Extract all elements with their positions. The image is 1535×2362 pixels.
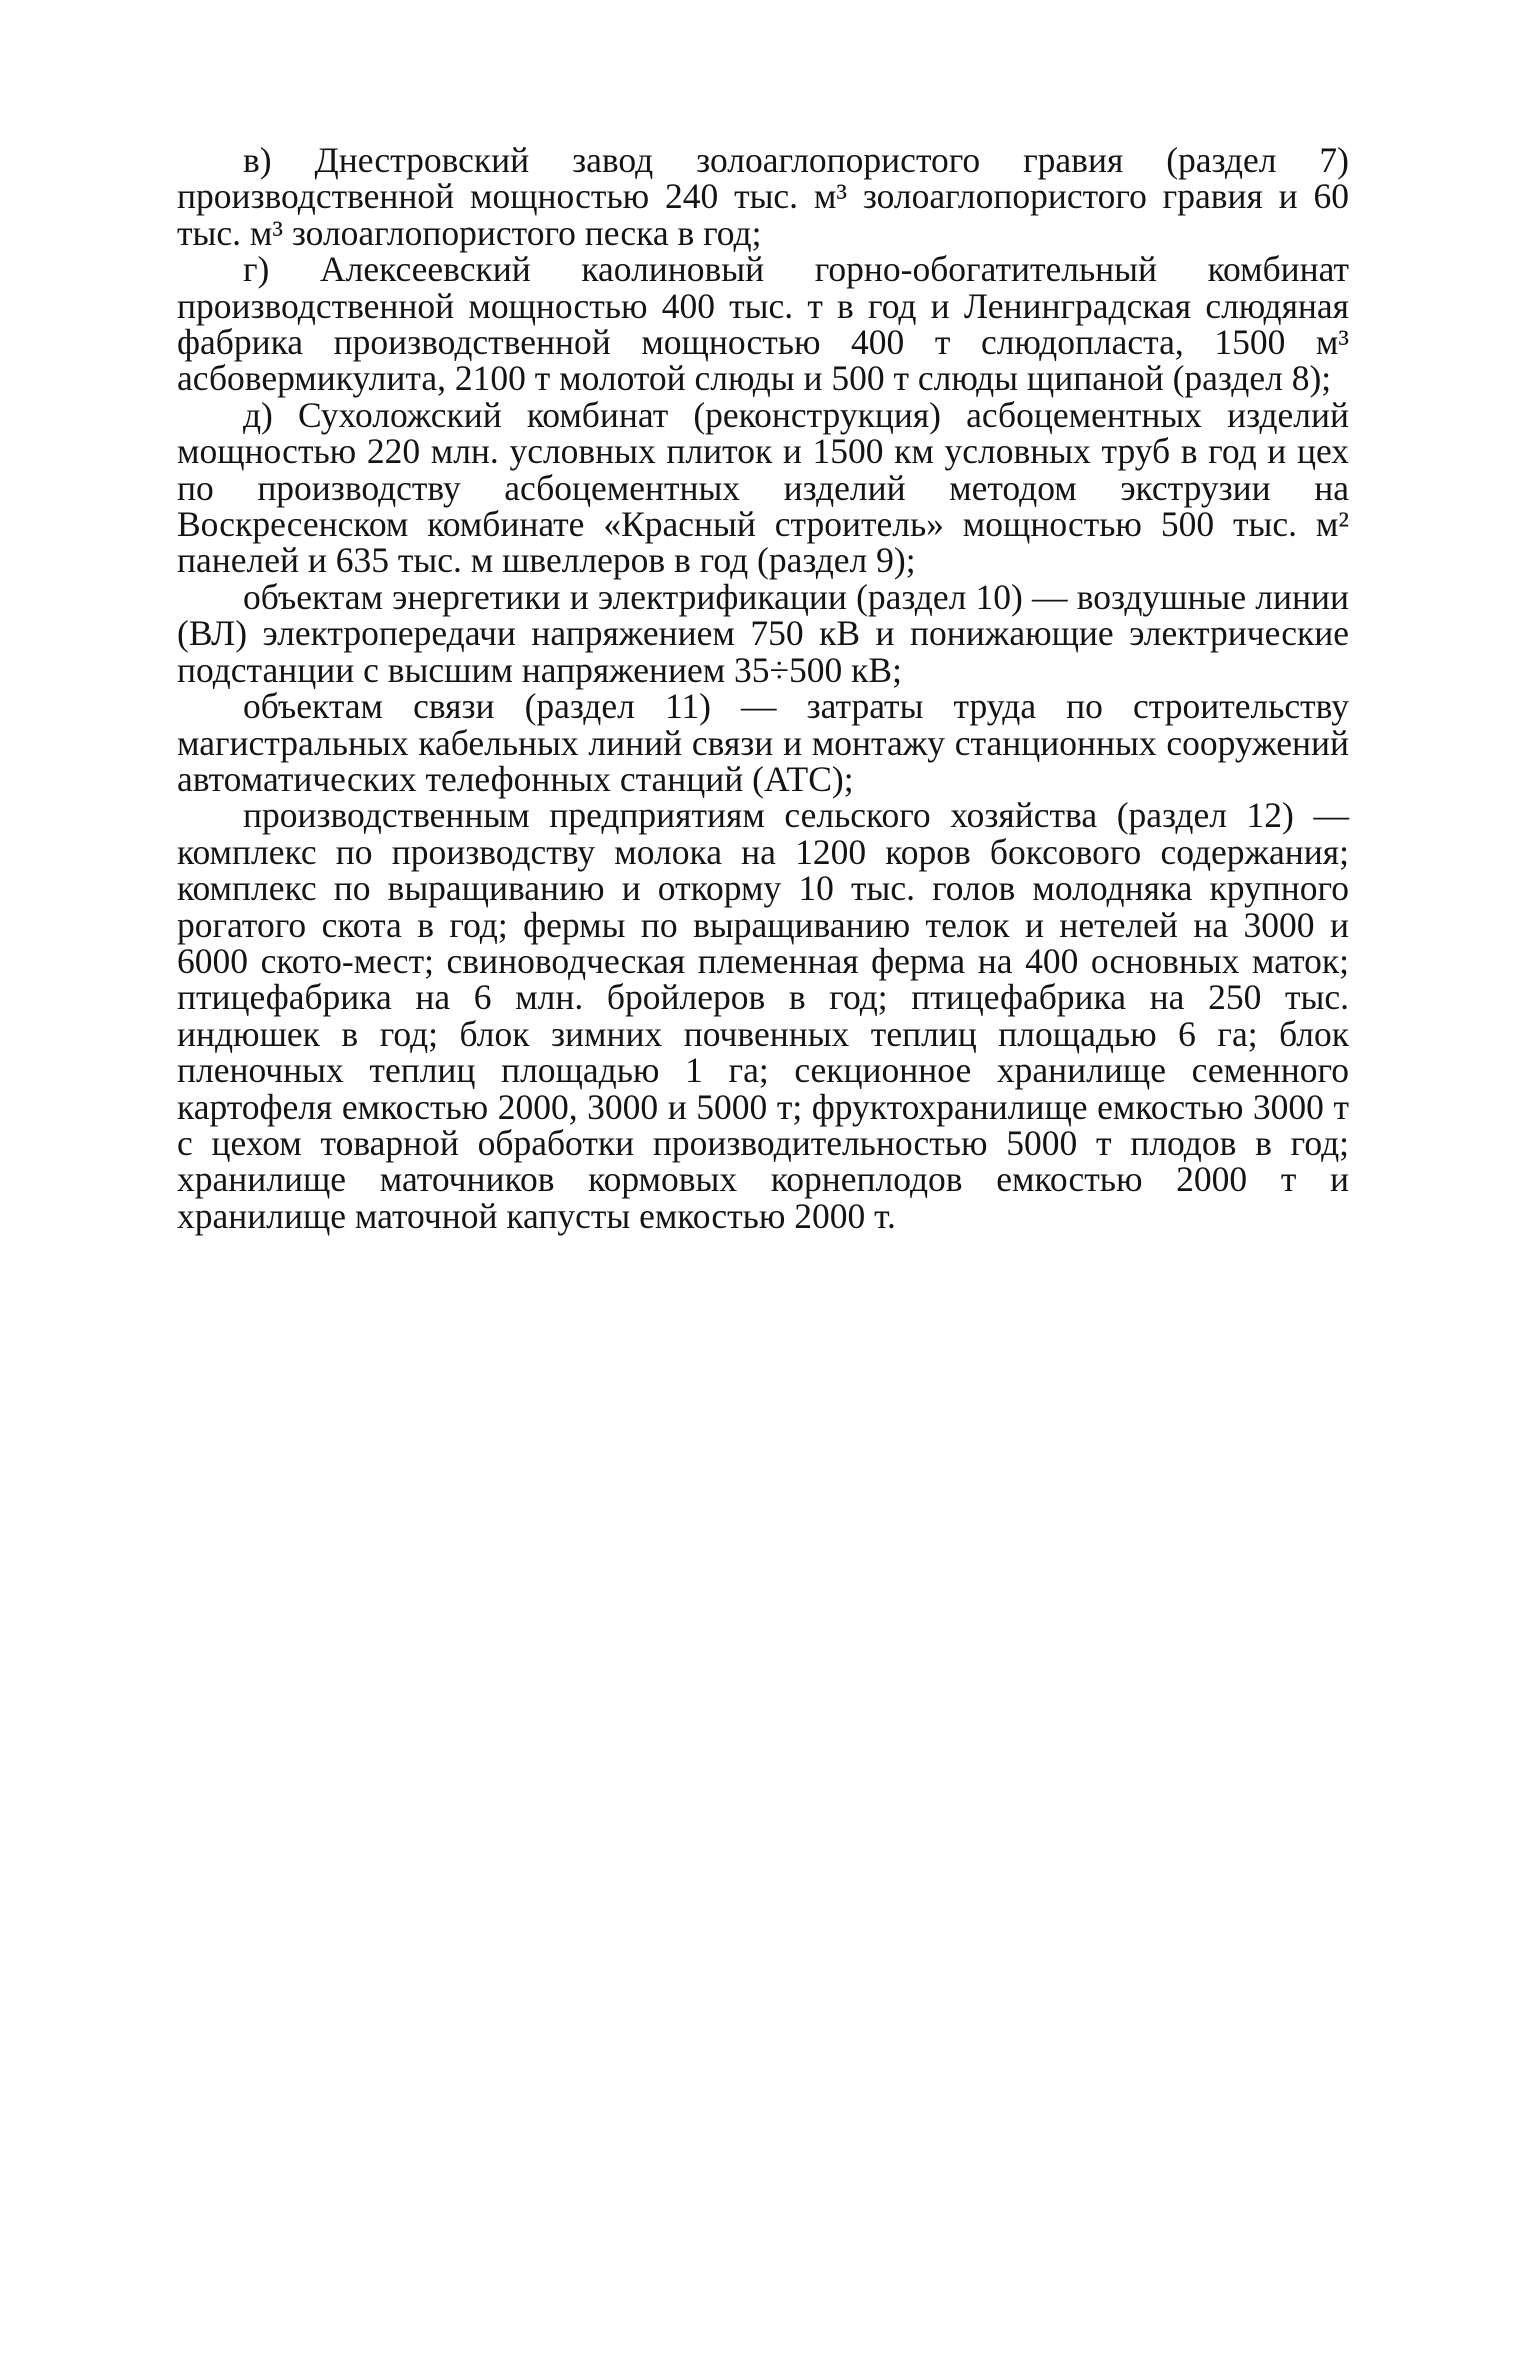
paragraph-energy-objects: объектам энергетики и электрификации (раздел 10) — воздушные линии (ВЛ) электропередачи напряжением 750 кВ и понижающие электрические подстанции с высшим напряжением 35÷500 кВ; — [177, 576, 1349, 690]
paragraph-dnestrovsky-plant: в) Днестровский завод золоаглопористого гравия (раздел 7) производственной мощностью 240 тыс. м³ золоаглопористого гравия и 60 тыс. м³ золоаглопористого песка в год; — [177, 140, 1349, 253]
body-text — [177, 142, 1349, 1234]
paragraph-communication-objects: объектам связи (раздел 11) — затраты труда по строительству магистральных кабельных линий связи и монтажу станционных сооружений автоматических телефонных станций (АТС); — [177, 686, 1349, 799]
paragraph-sukholozhsky-kombinat: д) Сухоложский комбинат (реконструкция) асбоцементных изделий мощностью 220 млн. условных плиток и 1500 км условных труб в год и цех по производству асбоцементных изделий методом экструзии на Воскресенском комбинате «Красный строитель» мощностью 500 тыс. м² панелей и 635 тыс. м швеллеров в год (раздел 9); — [177, 394, 1349, 581]
paragraph-alekseevsky-kombinat: г) Алексеевский каолиновый горно-обогатительный комбинат производственной мощностью 400 тыс. т в год и Ленинградская слюдяная фабрика производственной мощностью 400 т слюдопласта, 1500 м³ асбовермикулита, 2100 т молотой слюды и 500 т слюды щипаной (раздел 8); — [177, 249, 1349, 399]
paragraph-agricultural-enterprises: производственным предприятиям сельского хозяйства (раздел 12) — комплекс по производству молока на 1200 коров боксового содержания; комплекс по выращиванию и откорму 10 тыс. голов молодняка крупного рогатого скота в год; фермы по выращиванию телок и нетелей на 3000 и 6000 ското-мест; свиноводческая племенная ферма на 400 основных маток; птицефабрика на 6 млн. бройлеров в год; птицефабрика на 250 тыс. индюшек в год; блок зимних почвенных теплиц площадью 6 га; блок пленочных теплиц площадью 1 га; секционное хранилище семенного картофеля емкостью 2000, 3000 и 5000 т; фруктохранилище емкостью 3000 т с цехом товарной обработки производительностью 5000 т плодов в год; хранилище маточников кормовых корнеплодов емкостью 2000 т и хранилище маточной капусты емкостью 2000 т. — [177, 795, 1349, 1236]
